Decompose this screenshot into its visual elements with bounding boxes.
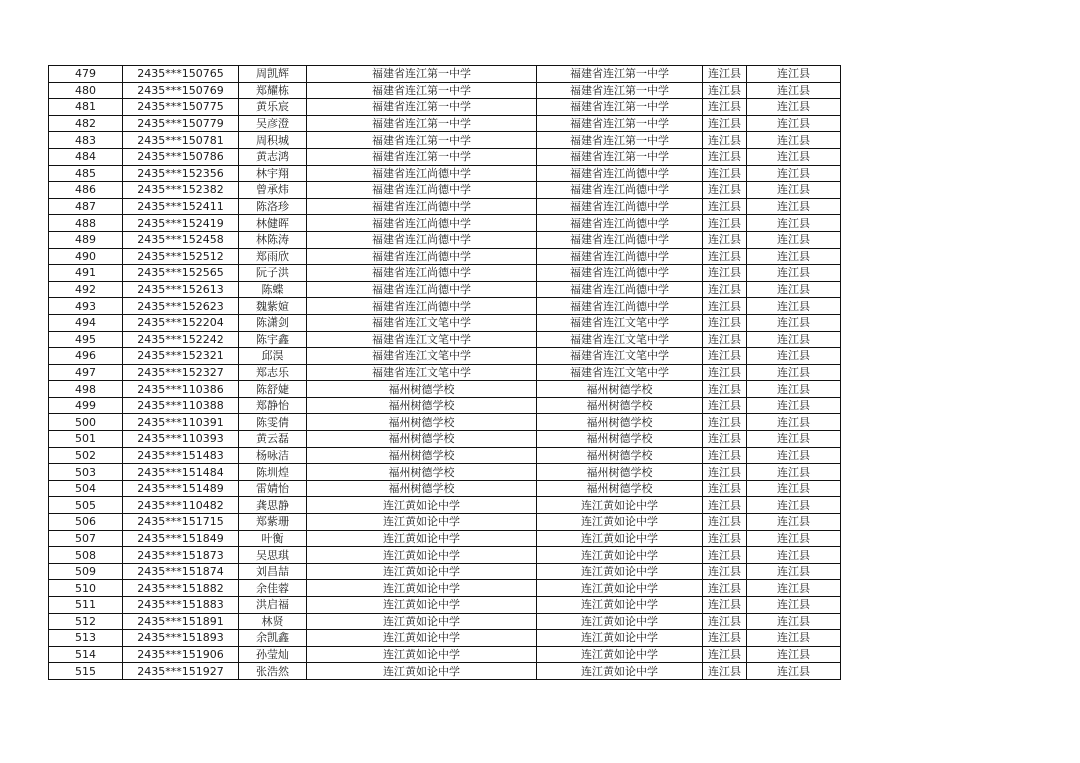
table-row [49, 580, 841, 597]
row-number-cell: 482 [49, 115, 123, 132]
candidate-id-cell: 2435***150779 [123, 115, 239, 132]
row-number-cell: 507 [49, 530, 123, 547]
row-number-cell: 485 [49, 165, 123, 182]
enrolled-school-cell: 福建省连江文笔中学 [537, 314, 703, 331]
county-cell: 连江县 [747, 597, 841, 614]
district-cell: 连江县 [703, 364, 747, 381]
county-cell: 连江县 [747, 115, 841, 132]
county-cell: 连江县 [747, 132, 841, 149]
candidate-id-cell: 2435***152613 [123, 281, 239, 298]
enrolled-school-cell: 福建省连江文笔中学 [537, 364, 703, 381]
school-name-cell: 连江黄如论中学 [307, 580, 537, 597]
candidate-id-cell: 2435***151883 [123, 597, 239, 614]
enrolled-school-cell: 福建省连江尚德中学 [537, 198, 703, 215]
district-cell: 连江县 [703, 563, 747, 580]
school-name-cell: 福州树德学校 [307, 431, 537, 448]
row-number-cell: 500 [49, 414, 123, 431]
table-row [49, 265, 841, 282]
table-row [49, 298, 841, 315]
enrolled-school-cell: 福州树德学校 [537, 480, 703, 497]
school-name-cell: 连江黄如论中学 [307, 663, 537, 680]
student-name-cell: 郑耀栋 [239, 82, 307, 99]
district-cell: 连江县 [703, 497, 747, 514]
student-name-cell: 阮子洪 [239, 265, 307, 282]
district-cell: 连江县 [703, 132, 747, 149]
enrolled-school-cell: 连江黄如论中学 [537, 547, 703, 564]
enrolled-school-cell: 福建省连江第一中学 [537, 66, 703, 83]
table-row [49, 563, 841, 580]
district-cell: 连江县 [703, 182, 747, 199]
school-name-cell: 福建省连江文笔中学 [307, 314, 537, 331]
table-row [49, 381, 841, 398]
student-name-cell: 林宇翔 [239, 165, 307, 182]
school-name-cell: 福建省连江尚德中学 [307, 215, 537, 232]
school-name-cell: 福建省连江第一中学 [307, 66, 537, 83]
district-cell: 连江县 [703, 198, 747, 215]
school-name-cell: 连江黄如论中学 [307, 530, 537, 547]
enrolled-school-cell: 福建省连江文笔中学 [537, 348, 703, 365]
county-cell: 连江县 [747, 348, 841, 365]
row-number-cell: 511 [49, 597, 123, 614]
roster-body [49, 66, 841, 680]
county-cell: 连江县 [747, 397, 841, 414]
school-name-cell: 连江黄如论中学 [307, 613, 537, 630]
student-name-cell: 陈宇鑫 [239, 331, 307, 348]
row-number-cell: 501 [49, 431, 123, 448]
student-name-cell: 魏紫媗 [239, 298, 307, 315]
student-name-cell: 洪启福 [239, 597, 307, 614]
county-cell: 连江县 [747, 99, 841, 116]
school-name-cell: 福建省连江文笔中学 [307, 331, 537, 348]
enrolled-school-cell: 福建省连江尚德中学 [537, 182, 703, 199]
school-name-cell: 福建省连江尚德中学 [307, 165, 537, 182]
county-cell: 连江县 [747, 298, 841, 315]
school-name-cell: 福建省连江第一中学 [307, 82, 537, 99]
district-cell: 连江县 [703, 414, 747, 431]
student-name-cell: 黄志鸿 [239, 148, 307, 165]
enrolled-school-cell: 福建省连江尚德中学 [537, 298, 703, 315]
row-number-cell: 496 [49, 348, 123, 365]
enrolled-school-cell: 连江黄如论中学 [537, 630, 703, 647]
county-cell: 连江县 [747, 198, 841, 215]
district-cell: 连江县 [703, 480, 747, 497]
table-row [49, 215, 841, 232]
county-cell: 连江县 [747, 663, 841, 680]
school-name-cell: 福州树德学校 [307, 414, 537, 431]
school-name-cell: 福建省连江尚德中学 [307, 248, 537, 265]
student-name-cell: 余凯鑫 [239, 630, 307, 647]
school-name-cell: 连江黄如论中学 [307, 563, 537, 580]
student-name-cell: 林健晖 [239, 215, 307, 232]
table-row [49, 231, 841, 248]
student-name-cell: 林陈涛 [239, 231, 307, 248]
student-name-cell: 林贤 [239, 613, 307, 630]
student-name-cell: 龚思静 [239, 497, 307, 514]
student-name-cell: 郑紫珊 [239, 514, 307, 531]
row-number-cell: 489 [49, 231, 123, 248]
school-name-cell: 连江黄如论中学 [307, 630, 537, 647]
row-number-cell: 493 [49, 298, 123, 315]
district-cell: 连江县 [703, 646, 747, 663]
student-name-cell: 郑志乐 [239, 364, 307, 381]
enrolled-school-cell: 福建省连江第一中学 [537, 82, 703, 99]
candidate-id-cell: 2435***152321 [123, 348, 239, 365]
candidate-id-cell: 2435***150769 [123, 82, 239, 99]
table-row [49, 314, 841, 331]
student-name-cell: 黄乐宸 [239, 99, 307, 116]
table-row [49, 646, 841, 663]
district-cell: 连江县 [703, 464, 747, 481]
row-number-cell: 491 [49, 265, 123, 282]
candidate-id-cell: 2435***150781 [123, 132, 239, 149]
enrolled-school-cell: 福州树德学校 [537, 447, 703, 464]
enrolled-school-cell: 福建省连江尚德中学 [537, 215, 703, 232]
candidate-id-cell: 2435***151906 [123, 646, 239, 663]
district-cell: 连江县 [703, 348, 747, 365]
student-name-cell: 陈蝶 [239, 281, 307, 298]
candidate-id-cell: 2435***151715 [123, 514, 239, 531]
candidate-id-cell: 2435***110386 [123, 381, 239, 398]
student-name-cell: 陈洛珍 [239, 198, 307, 215]
table-row [49, 165, 841, 182]
district-cell: 连江县 [703, 331, 747, 348]
table-row [49, 364, 841, 381]
county-cell: 连江县 [747, 148, 841, 165]
candidate-id-cell: 2435***152242 [123, 331, 239, 348]
county-cell: 连江县 [747, 480, 841, 497]
row-number-cell: 480 [49, 82, 123, 99]
row-number-cell: 505 [49, 497, 123, 514]
student-name-cell: 黄云磊 [239, 431, 307, 448]
table-row [49, 547, 841, 564]
table-row [49, 464, 841, 481]
district-cell: 连江县 [703, 298, 747, 315]
county-cell: 连江县 [747, 431, 841, 448]
county-cell: 连江县 [747, 613, 841, 630]
candidate-id-cell: 2435***152204 [123, 314, 239, 331]
district-cell: 连江县 [703, 99, 747, 116]
table-row [49, 480, 841, 497]
student-name-cell: 陈舒婕 [239, 381, 307, 398]
student-name-cell: 刘昌喆 [239, 563, 307, 580]
row-number-cell: 490 [49, 248, 123, 265]
table-row [49, 497, 841, 514]
school-name-cell: 连江黄如论中学 [307, 646, 537, 663]
district-cell: 连江县 [703, 66, 747, 83]
student-name-cell: 陈潇剑 [239, 314, 307, 331]
table-row [49, 630, 841, 647]
student-name-cell: 周积城 [239, 132, 307, 149]
district-cell: 连江县 [703, 82, 747, 99]
row-number-cell: 483 [49, 132, 123, 149]
district-cell: 连江县 [703, 215, 747, 232]
row-number-cell: 484 [49, 148, 123, 165]
county-cell: 连江县 [747, 364, 841, 381]
county-cell: 连江县 [747, 530, 841, 547]
candidate-id-cell: 2435***151873 [123, 547, 239, 564]
candidate-id-cell: 2435***150786 [123, 148, 239, 165]
enrolled-school-cell: 福建省连江第一中学 [537, 132, 703, 149]
enrolled-school-cell: 福州树德学校 [537, 414, 703, 431]
district-cell: 连江县 [703, 613, 747, 630]
school-name-cell: 福建省连江第一中学 [307, 99, 537, 116]
school-name-cell: 福州树德学校 [307, 397, 537, 414]
candidate-id-cell: 2435***152623 [123, 298, 239, 315]
school-name-cell: 福建省连江尚德中学 [307, 182, 537, 199]
candidate-id-cell: 2435***151489 [123, 480, 239, 497]
candidate-id-cell: 2435***151882 [123, 580, 239, 597]
enrolled-school-cell: 连江黄如论中学 [537, 563, 703, 580]
row-number-cell: 498 [49, 381, 123, 398]
row-number-cell: 512 [49, 613, 123, 630]
school-name-cell: 福州树德学校 [307, 447, 537, 464]
county-cell: 连江县 [747, 231, 841, 248]
student-name-cell: 吴彦澄 [239, 115, 307, 132]
row-number-cell: 497 [49, 364, 123, 381]
district-cell: 连江县 [703, 231, 747, 248]
enrolled-school-cell: 福建省连江文笔中学 [537, 331, 703, 348]
student-name-cell: 曾承炜 [239, 182, 307, 199]
county-cell: 连江县 [747, 464, 841, 481]
district-cell: 连江县 [703, 248, 747, 265]
district-cell: 连江县 [703, 447, 747, 464]
row-number-cell: 494 [49, 314, 123, 331]
row-number-cell: 499 [49, 397, 123, 414]
district-cell: 连江县 [703, 314, 747, 331]
row-number-cell: 504 [49, 480, 123, 497]
table-row [49, 99, 841, 116]
county-cell: 连江县 [747, 165, 841, 182]
student-name-cell: 郑静怡 [239, 397, 307, 414]
table-row [49, 431, 841, 448]
table-row [49, 530, 841, 547]
enrolled-school-cell: 连江黄如论中学 [537, 497, 703, 514]
enrolled-school-cell: 福建省连江第一中学 [537, 115, 703, 132]
candidate-id-cell: 2435***110393 [123, 431, 239, 448]
county-cell: 连江县 [747, 314, 841, 331]
candidate-id-cell: 2435***152411 [123, 198, 239, 215]
district-cell: 连江县 [703, 281, 747, 298]
district-cell: 连江县 [703, 630, 747, 647]
enrolled-school-cell: 连江黄如论中学 [537, 530, 703, 547]
county-cell: 连江县 [747, 182, 841, 199]
row-number-cell: 488 [49, 215, 123, 232]
student-name-cell: 杨咏洁 [239, 447, 307, 464]
county-cell: 连江县 [747, 580, 841, 597]
school-name-cell: 福州树德学校 [307, 480, 537, 497]
school-name-cell: 福建省连江尚德中学 [307, 281, 537, 298]
county-cell: 连江县 [747, 447, 841, 464]
student-name-cell: 叶衡 [239, 530, 307, 547]
student-name-cell: 吴思琪 [239, 547, 307, 564]
district-cell: 连江县 [703, 530, 747, 547]
row-number-cell: 487 [49, 198, 123, 215]
table-row [49, 597, 841, 614]
table-row [49, 514, 841, 531]
school-name-cell: 福建省连江尚德中学 [307, 265, 537, 282]
row-number-cell: 495 [49, 331, 123, 348]
candidate-id-cell: 2435***110391 [123, 414, 239, 431]
school-name-cell: 福建省连江尚德中学 [307, 198, 537, 215]
row-number-cell: 492 [49, 281, 123, 298]
row-number-cell: 502 [49, 447, 123, 464]
district-cell: 连江县 [703, 597, 747, 614]
table-row [49, 414, 841, 431]
table-row [49, 397, 841, 414]
row-number-cell: 508 [49, 547, 123, 564]
enrolled-school-cell: 福州树德学校 [537, 431, 703, 448]
candidate-id-cell: 2435***151484 [123, 464, 239, 481]
student-name-cell: 余佳蓉 [239, 580, 307, 597]
candidate-id-cell: 2435***152458 [123, 231, 239, 248]
school-name-cell: 福建省连江尚德中学 [307, 231, 537, 248]
district-cell: 连江县 [703, 148, 747, 165]
school-name-cell: 福建省连江第一中学 [307, 115, 537, 132]
county-cell: 连江县 [747, 215, 841, 232]
table-row [49, 148, 841, 165]
table-row [49, 248, 841, 265]
candidate-id-cell: 2435***152565 [123, 265, 239, 282]
enrolled-school-cell: 连江黄如论中学 [537, 613, 703, 630]
school-name-cell: 连江黄如论中学 [307, 597, 537, 614]
row-number-cell: 486 [49, 182, 123, 199]
county-cell: 连江县 [747, 331, 841, 348]
student-name-cell: 周凯辉 [239, 66, 307, 83]
table-row [49, 66, 841, 83]
enrolled-school-cell: 福州树德学校 [537, 397, 703, 414]
enrolled-school-cell: 福州树德学校 [537, 464, 703, 481]
district-cell: 连江县 [703, 580, 747, 597]
enrolled-school-cell: 福建省连江第一中学 [537, 148, 703, 165]
candidate-id-cell: 2435***151874 [123, 563, 239, 580]
candidate-id-cell: 2435***150775 [123, 99, 239, 116]
student-name-cell: 张浩然 [239, 663, 307, 680]
table-row [49, 198, 841, 215]
enrolled-school-cell: 连江黄如论中学 [537, 663, 703, 680]
row-number-cell: 509 [49, 563, 123, 580]
row-number-cell: 515 [49, 663, 123, 680]
student-name-cell: 雷婧怡 [239, 480, 307, 497]
candidate-id-cell: 2435***110388 [123, 397, 239, 414]
candidate-id-cell: 2435***152356 [123, 165, 239, 182]
district-cell: 连江县 [703, 431, 747, 448]
county-cell: 连江县 [747, 281, 841, 298]
school-name-cell: 连江黄如论中学 [307, 497, 537, 514]
district-cell: 连江县 [703, 115, 747, 132]
table-row [49, 82, 841, 99]
table-row [49, 331, 841, 348]
county-cell: 连江县 [747, 514, 841, 531]
county-cell: 连江县 [747, 248, 841, 265]
county-cell: 连江县 [747, 547, 841, 564]
county-cell: 连江县 [747, 66, 841, 83]
county-cell: 连江县 [747, 414, 841, 431]
table-row [49, 132, 841, 149]
district-cell: 连江县 [703, 381, 747, 398]
student-name-cell: 孙莹灿 [239, 646, 307, 663]
table-row [49, 115, 841, 132]
enrolled-school-cell: 连江黄如论中学 [537, 580, 703, 597]
student-name-cell: 陈雯倩 [239, 414, 307, 431]
school-name-cell: 福建省连江第一中学 [307, 132, 537, 149]
district-cell: 连江县 [703, 165, 747, 182]
county-cell: 连江县 [747, 646, 841, 663]
school-name-cell: 连江黄如论中学 [307, 547, 537, 564]
district-cell: 连江县 [703, 265, 747, 282]
student-name-cell: 郑雨欣 [239, 248, 307, 265]
enrolled-school-cell: 连江黄如论中学 [537, 597, 703, 614]
district-cell: 连江县 [703, 397, 747, 414]
candidate-id-cell: 2435***151849 [123, 530, 239, 547]
county-cell: 连江县 [747, 265, 841, 282]
row-number-cell: 510 [49, 580, 123, 597]
enrolled-school-cell: 连江黄如论中学 [537, 646, 703, 663]
candidate-id-cell: 2435***152327 [123, 364, 239, 381]
enrolled-school-cell: 福建省连江尚德中学 [537, 265, 703, 282]
row-number-cell: 503 [49, 464, 123, 481]
enrolled-school-cell: 福建省连江尚德中学 [537, 231, 703, 248]
county-cell: 连江县 [747, 82, 841, 99]
candidate-id-cell: 2435***151893 [123, 630, 239, 647]
candidate-id-cell: 2435***151927 [123, 663, 239, 680]
row-number-cell: 514 [49, 646, 123, 663]
school-name-cell: 福州树德学校 [307, 381, 537, 398]
candidate-id-cell: 2435***152419 [123, 215, 239, 232]
school-name-cell: 福建省连江尚德中学 [307, 298, 537, 315]
county-cell: 连江县 [747, 497, 841, 514]
table-row [49, 182, 841, 199]
district-cell: 连江县 [703, 514, 747, 531]
candidate-id-cell: 2435***152382 [123, 182, 239, 199]
candidate-id-cell: 2435***152512 [123, 248, 239, 265]
district-cell: 连江县 [703, 547, 747, 564]
row-number-cell: 479 [49, 66, 123, 83]
student-name-cell: 邱淏 [239, 348, 307, 365]
school-name-cell: 福建省连江文笔中学 [307, 364, 537, 381]
candidate-id-cell: 2435***151483 [123, 447, 239, 464]
enrolled-school-cell: 福州树德学校 [537, 381, 703, 398]
enrolled-school-cell: 福建省连江尚德中学 [537, 248, 703, 265]
candidate-id-cell: 2435***151891 [123, 613, 239, 630]
enrolled-school-cell: 福建省连江尚德中学 [537, 165, 703, 182]
table-row [49, 447, 841, 464]
student-name-cell: 陈圳煌 [239, 464, 307, 481]
candidate-id-cell: 2435***110482 [123, 497, 239, 514]
table-row [49, 348, 841, 365]
enrolled-school-cell: 福建省连江尚德中学 [537, 281, 703, 298]
candidate-id-cell: 2435***150765 [123, 66, 239, 83]
row-number-cell: 481 [49, 99, 123, 116]
school-name-cell: 福建省连江文笔中学 [307, 348, 537, 365]
table-row [49, 613, 841, 630]
district-cell: 连江县 [703, 663, 747, 680]
county-cell: 连江县 [747, 563, 841, 580]
row-number-cell: 506 [49, 514, 123, 531]
school-name-cell: 福建省连江第一中学 [307, 148, 537, 165]
county-cell: 连江县 [747, 630, 841, 647]
school-name-cell: 福州树德学校 [307, 464, 537, 481]
roster-table [48, 65, 841, 680]
enrolled-school-cell: 连江黄如论中学 [537, 514, 703, 531]
table-row [49, 663, 841, 680]
school-name-cell: 连江黄如论中学 [307, 514, 537, 531]
table-row [49, 281, 841, 298]
county-cell: 连江县 [747, 381, 841, 398]
row-number-cell: 513 [49, 630, 123, 647]
enrolled-school-cell: 福建省连江第一中学 [537, 99, 703, 116]
